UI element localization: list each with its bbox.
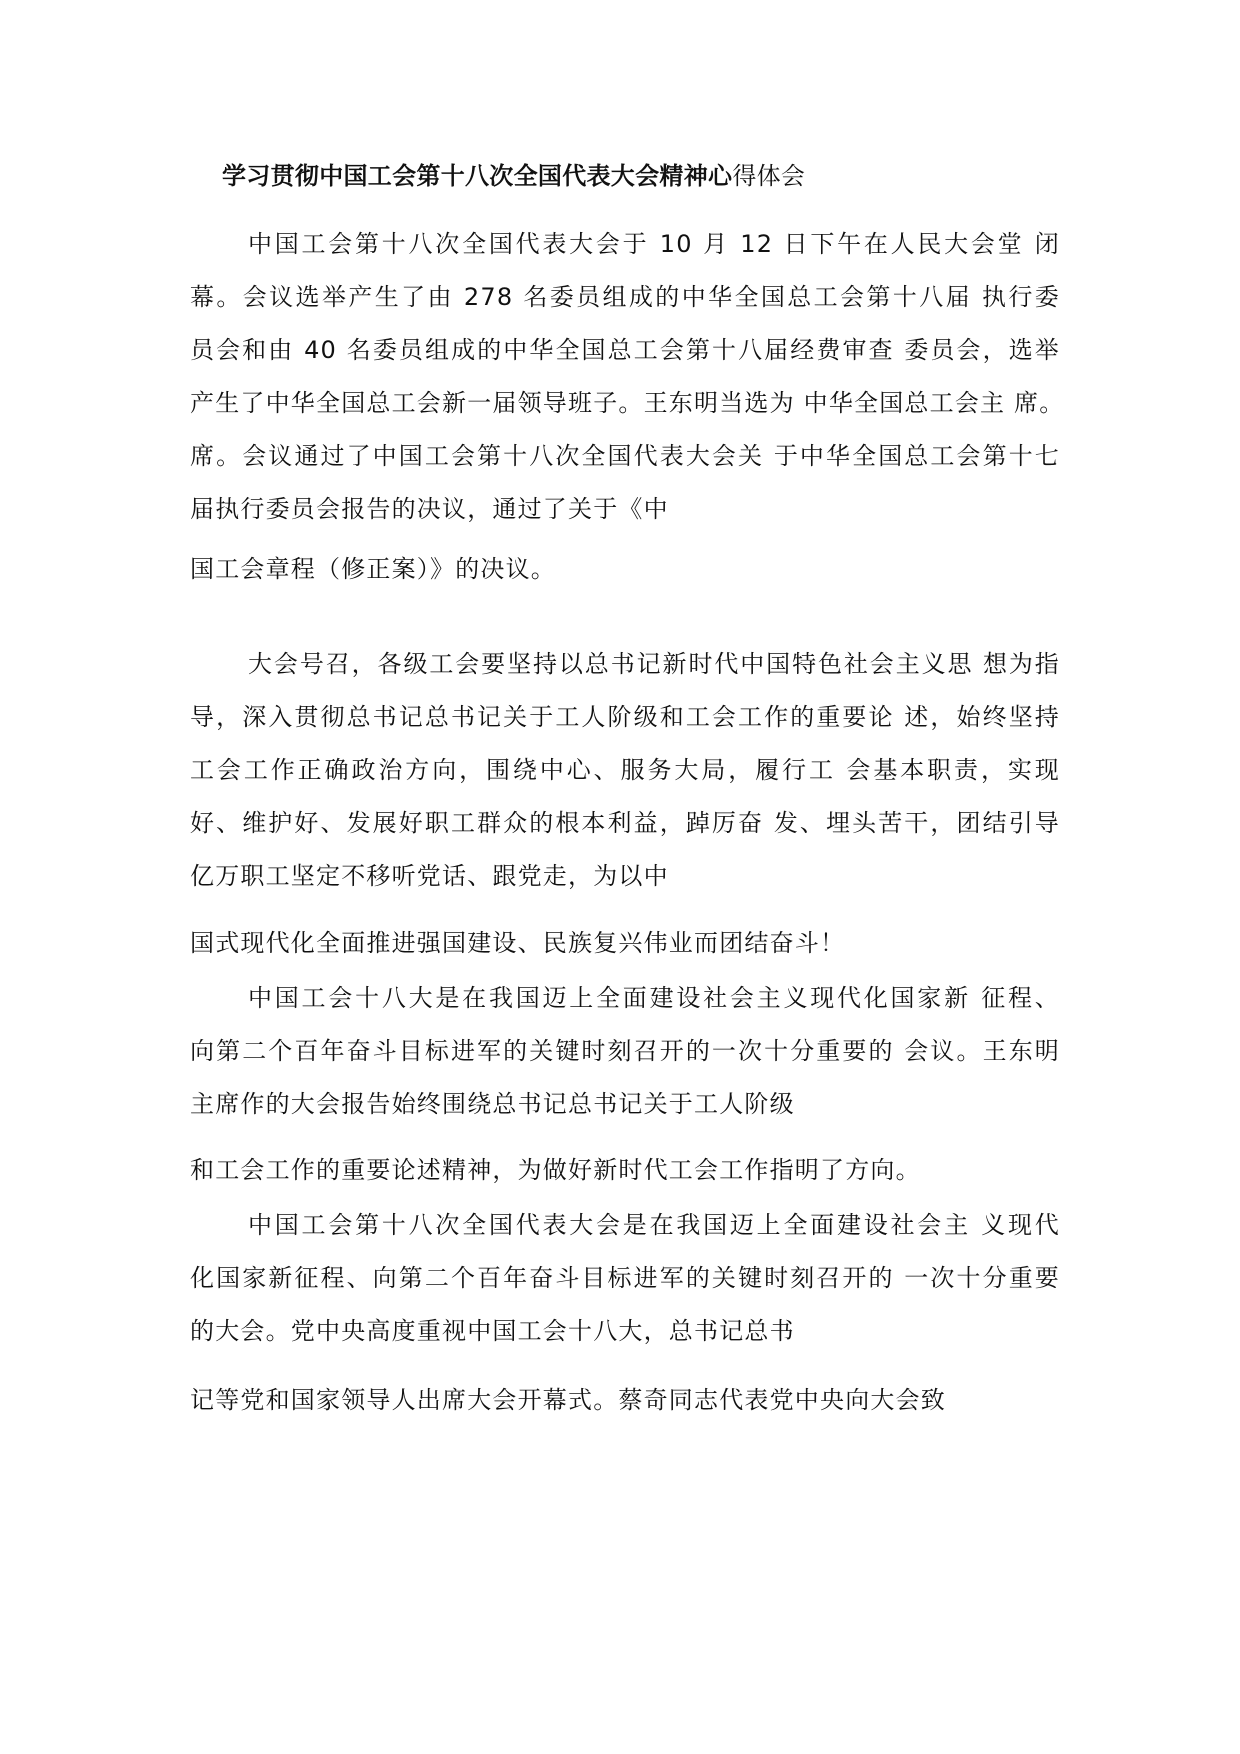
document-title bbox=[222, 160, 805, 192]
paragraph-line: 员会和由 40 名委员组成的中华全国总工会第十八届经费审查 委员会，选举 bbox=[190, 336, 1060, 364]
paragraph-line: 幕。会议选举产生了由 278 名委员组成的中华全国总工会第十八届 执行委 bbox=[190, 283, 1060, 311]
paragraph-1 bbox=[190, 218, 1065, 536]
paragraph-line: 导，深入贯彻总书记总书记关于工人阶级和工会工作的重要论 述，始终坚持 bbox=[190, 703, 1060, 731]
paragraph-2-continuation: 国式现代化全面推进强国建设、民族复兴伟业而团结奋斗！ bbox=[190, 929, 846, 957]
title-bold-part: 学习贯彻中国工会第十八次全国代表大会精神心 bbox=[222, 162, 733, 190]
paragraph-4 bbox=[190, 1199, 1060, 1358]
paragraph-2 bbox=[190, 638, 1060, 903]
paragraph-line: 届执行委员会报告的决议，通过了关于《中 bbox=[190, 495, 669, 523]
paragraph-line: 的大会。党中央高度重视中国工会十八大，总书记总书 bbox=[190, 1317, 795, 1345]
paragraph-4-continuation: 记等党和国家领导人出席大会开幕式。蔡奇同志代表党中央向大会致 bbox=[190, 1386, 946, 1414]
paragraph-3-continuation: 和工会工作的重要论述精神，为做好新时代工会工作指明了方向。 bbox=[190, 1156, 921, 1184]
paragraph-line: 席。会议通过了中国工会第十八次全国代表大会关 于中华全国总工会第十七 bbox=[190, 442, 1060, 470]
paragraph-line: 大会号召，各级工会要坚持以总书记新时代中国特色社会主义思 想为指 bbox=[248, 650, 1060, 678]
paragraph-line: 亿万职工坚定不移听党话、跟党走，为以中 bbox=[190, 862, 669, 890]
paragraph-line: 中国工会第十八次全国代表大会于 10 月 12 日下午在人民大会堂 闭 bbox=[248, 230, 1060, 258]
title-normal-part: 得体会 bbox=[732, 162, 806, 190]
paragraph-line: 主席作的大会报告始终围绕总书记总书记关于工人阶级 bbox=[190, 1090, 795, 1118]
paragraph-line: 中国工会第十八次全国代表大会是在我国迈上全面建设社会主 义现代 bbox=[248, 1211, 1060, 1239]
paragraph-line: 向第二个百年奋斗目标进军的关键时刻召开的一次十分重要的 会议。王东明 bbox=[190, 1037, 1060, 1065]
paragraph-3 bbox=[190, 972, 1060, 1131]
paragraph-line: 化国家新征程、向第二个百年奋斗目标进军的关键时刻召开的 一次十分重要 bbox=[190, 1264, 1060, 1292]
paragraph-1-continuation: 国工会章程（修正案）》的决议。 bbox=[190, 555, 556, 583]
paragraph-line: 中国工会十八大是在我国迈上全面建设社会主义现代化国家新 征程、 bbox=[248, 984, 1060, 1012]
paragraph-line: 好、维护好、发展好职工群众的根本利益，踔厉奋 发、埋头苦干，团结引导 bbox=[190, 809, 1060, 837]
paragraph-line: 工会工作正确政治方向，围绕中心、服务大局，履行工 会基本职责，实现 bbox=[190, 756, 1060, 784]
paragraph-line: 产生了中华全国总工会新一届领导班子。王东明当选为 中华全国总工会主 席。 bbox=[190, 389, 1065, 417]
